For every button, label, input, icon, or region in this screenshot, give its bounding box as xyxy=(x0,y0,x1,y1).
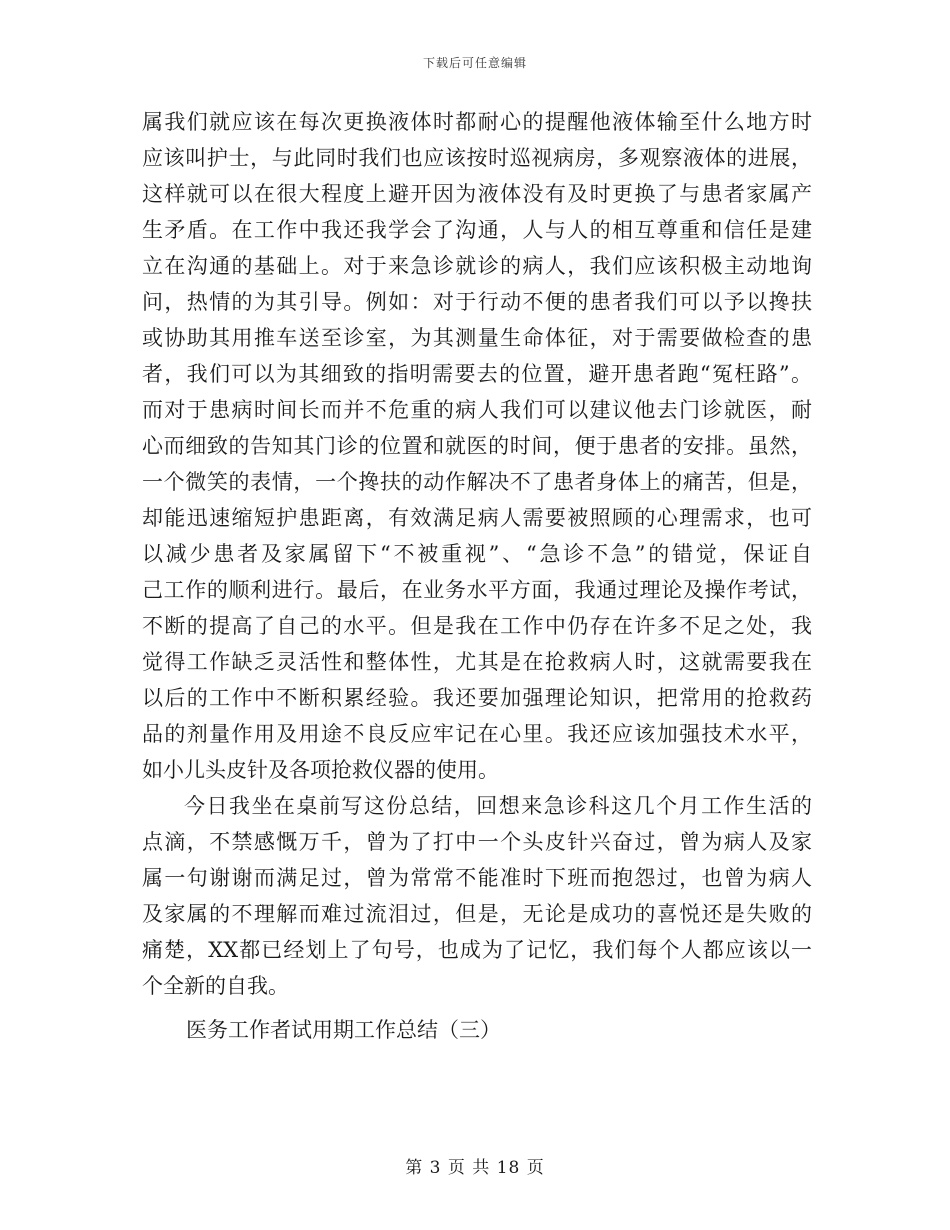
text-line: 属一句谢谢而满足过，曾为常常不能准时下班而抱怨过，也曾为病人 xyxy=(142,866,812,890)
text-line: 以减少患者及家属留下“不被重视”、“急诊不急”的错觉，保证自 xyxy=(142,542,812,566)
text-line: 觉得工作缺乏灵活性和整体性，尤其是在抢救病人时，这就需要我在 xyxy=(142,650,812,674)
text-line: 立在沟通的基础上。对于来急诊就诊的病人，我们应该积极主动地询 xyxy=(142,254,812,278)
page-number: 第 3 页 共 18 页 xyxy=(405,1158,545,1178)
text-line: 而对于患病时间长而并不危重的病人我们可以建议他去门诊就医，耐 xyxy=(142,398,812,422)
text-line: 属我们就应该在每次更换液体时都耐心的提醒他液体输至什么地方时 xyxy=(142,110,812,134)
text-line: 以后的工作中不断积累经验。我还要加强理论知识，把常用的抢救药 xyxy=(142,686,812,710)
text-line: 个全新的自我。 xyxy=(142,974,289,998)
header-note: 下载后可任意编辑 xyxy=(422,56,527,70)
text-line: 一个微笑的表情，一个搀扶的动作解决不了患者身体上的痛苦，但是， xyxy=(142,470,812,494)
text-line: 应该叫护士，与此同时我们也应该按时巡视病房，多观察液体的进展， xyxy=(142,146,812,170)
text-line: 今日我坐在桌前写这份总结，回想来急诊科这几个月工作生活的 xyxy=(184,794,812,818)
text-line: 问，热情的为其引导。例如：对于行动不便的患者我们可以予以搀扶 xyxy=(142,290,812,314)
text-line: 者，我们可以为其细致的指明需要去的位置，避开患者跑“冤枉路”。 xyxy=(142,362,812,386)
text-line: 己工作的顺利进行。最后，在业务水平方面，我通过理论及操作考试， xyxy=(142,578,812,602)
text-line: 不断的提高了自己的水平。但是我在工作中仍存在许多不足之处，我 xyxy=(142,614,812,638)
text-line: 点滴，不禁感慨万千，曾为了打中一个头皮针兴奋过，曾为病人及家 xyxy=(142,830,812,854)
text-line: 却能迅速缩短护患距离，有效满足病人需要被照顾的心理需求，也可 xyxy=(142,506,812,530)
text-line: 痛楚，XX都已经划上了句号，也成为了记忆，我们每个人都应该以一 xyxy=(142,938,812,962)
text-line: 心而细致的告知其门诊的位置和就医的时间，便于患者的安排。虽然， xyxy=(142,434,812,458)
text-line: 及家属的不理解而难过流泪过，但是，无论是成功的喜悦还是失败的 xyxy=(142,902,812,926)
text-line: 或协助其用推车送至诊室，为其测量生命体征，对于需要做检查的患 xyxy=(142,326,812,350)
text-line: 生矛盾。在工作中我还我学会了沟通，人与人的相互尊重和信任是建 xyxy=(142,218,812,242)
text-line: 如小儿头皮针及各项抢救仪器的使用。 xyxy=(142,758,499,782)
section-heading: 医务工作者试用期工作总结（三） xyxy=(186,1018,501,1042)
body-text xyxy=(142,104,812,1004)
text-line: 品的剂量作用及用途不良反应牢记在心里。我还应该加强技术水平， xyxy=(142,722,812,746)
text-line: 这样就可以在很大程度上避开因为液体没有及时更换了与患者家属产 xyxy=(142,182,812,206)
